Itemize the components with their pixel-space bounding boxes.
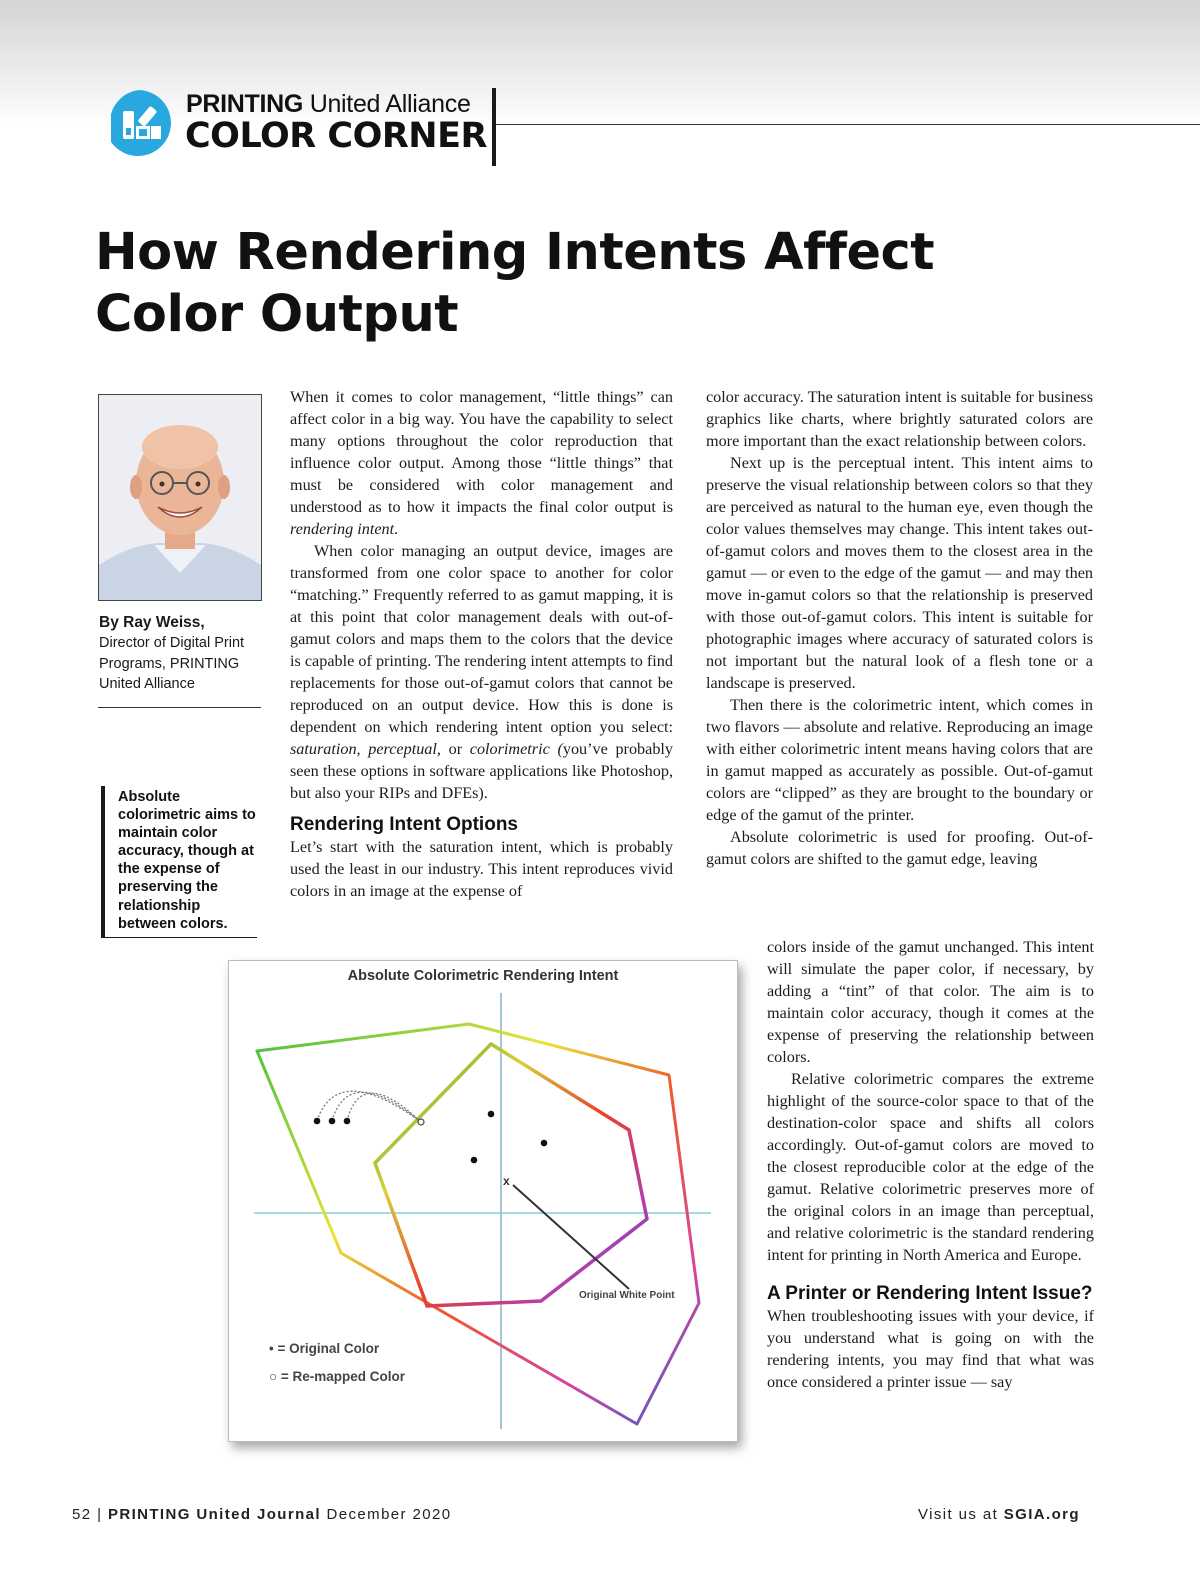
header-divider-bar <box>492 88 496 166</box>
sidebar-rule <box>98 707 261 708</box>
author-role: Director of Digital Print Programs, PRINTING United Alliance <box>99 635 245 693</box>
original-color-point <box>329 1118 336 1125</box>
footer-publication: 52 | PRINTING United Journal December 2020 <box>72 1506 452 1523</box>
logo-wordmark-top: PRINTING United Alliance <box>186 90 471 118</box>
white-point-leader-line <box>513 1185 629 1289</box>
article-title-line-1: How Rendering Intents Affect <box>95 223 935 282</box>
body-paragraph: color accuracy. The saturation intent is suitable for business graphics like charts, where brightly saturated colors are more important than the exact relationship between colors. <box>706 388 1093 450</box>
pull-quote: Absolute colorimetric aims to maintain color accuracy, though at the expense of preserving the relationship between colors. <box>101 786 257 938</box>
website-link[interactable]: SGIA.org <box>1003 1506 1080 1523</box>
remap-arc <box>332 1092 421 1122</box>
body-column-2 <box>706 386 1093 870</box>
body-paragraph: Next up is the perceptual intent. This intent aims to preserve the visual relationship between colors so that they are perceived as natural to the human eye, even though the color values themselves may change. This intent takes out-of-gamut colors and moves them to the closest area in the gamut — or even to the edge of the gamut — and may then move in-gamut colors so that the relationship is preserved with those out-of-gamut colors. This intent is suitable for photographic images where accuracy of saturated colors is not important but the natural look of a flesh tone or a landscape is preserved. <box>706 454 1093 692</box>
body-column-2-continued <box>767 936 1094 1393</box>
body-paragraph: When color managing an output device, images are transformed from one color space to another for color “matching.” Frequently referred to as gamut mapping, it is at this point that color management deals with out-of-gamut colors and maps them to the colors that the device is capable of printing. The rendering intent attempts to find replacements for those out-of-gamut colors that cannot be reproduced on an output device. How this is done is dependent on which rendering intent option you select: saturation, perceptual, or colorimetric (you’ve probably seen these options in software applications like Photoshop, but also your RIPs and DFEs). <box>290 542 673 802</box>
white-point-label: Original White Point <box>579 1290 675 1301</box>
inner-gamut-boundary <box>375 1044 647 1306</box>
legend-remapped-color: ○ = Re-mapped Color <box>269 1369 406 1384</box>
remap-arc <box>347 1093 421 1122</box>
gamut-diagram-figure <box>228 960 738 1442</box>
body-paragraph: When it comes to color management, “little things” can affect color in a big way. You have the capability to select many options throughout the color reproduction that influence color output. Among those “little things” that must be considered with color management and understood as to how it impacts the final color output is rendering intent. <box>290 388 673 538</box>
gamut-diagram <box>229 961 737 1441</box>
section-heading: A Printer or Rendering Intent Issue? <box>767 1283 1093 1304</box>
issue-date: December 2020 <box>320 1506 452 1523</box>
original-color-point <box>314 1118 321 1125</box>
author-name: By Ray Weiss, <box>99 614 205 631</box>
journal-name: PRINTING United Journal <box>107 1506 321 1523</box>
article-title <box>95 222 995 346</box>
body-paragraph: Absolute colorimetric is used for proofing. Out-of-gamut colors are shifted to the gamut edge, leaving <box>706 828 1093 868</box>
color-corner-logo-icon <box>103 84 175 166</box>
author-photo <box>98 394 262 601</box>
header-divider-line <box>494 124 1200 125</box>
legend-original-color: • = Original Color <box>269 1341 380 1356</box>
section-heading: Rendering Intent Options <box>290 814 518 835</box>
original-color-point <box>541 1140 548 1147</box>
logo-wordmark-bottom: COLOR CORNER <box>185 116 487 156</box>
remap-arc <box>317 1091 421 1122</box>
article-title-line-2: Color Output <box>95 285 459 344</box>
original-color-point <box>488 1111 495 1118</box>
white-point-marker: x <box>503 1174 510 1188</box>
figure-title: Absolute Colorimetric Rendering Intent <box>347 968 619 984</box>
body-paragraph: Then there is the colorimetric intent, which comes in two flavors — absolute and relative. Reproducing an image with either colorimetric intent means having colors that are in gamut mapped as accurately as possible. Out-of-gamut colors are “clipped” as they are brought to the boundary or edge of the gamut of the printer. <box>706 696 1093 824</box>
body-column-1 <box>290 386 673 902</box>
body-paragraph: When troubleshooting issues with your device, if you understand what is going on with the rendering intents, you may find that what was once considered a printer issue — say <box>767 1307 1094 1391</box>
body-paragraph: Relative colorimetric compares the extreme highlight of the source-color space to that of the destination-color space and shifts all colors accordingly. Out-of-gamut colors are moved to the closest reproducible color at the edge of the gamut. Relative colorimetric preserves more of the original colors in an image than perceptual, and relative colorimetric is the standard rendering intent for printing in North America and Europe. <box>767 1070 1094 1264</box>
original-color-point <box>471 1157 478 1164</box>
footer-website: Visit us at SGIA.org <box>918 1506 1080 1523</box>
page-number: 52 <box>72 1506 92 1523</box>
outer-gamut-boundary <box>257 1024 699 1424</box>
body-paragraph: Let’s start with the saturation intent, which is probably used the least in our industry. This intent reproduces vivid colors in an image at the expense of <box>290 838 673 900</box>
body-paragraph: colors inside of the gamut unchanged. This intent will simulate the paper color, if necessary, by adding a “tint” of that color. The aim is to maintain color accuracy, though it comes at the expense of preserving the relationship between colors. <box>767 938 1094 1066</box>
remapped-color-point <box>418 1119 424 1125</box>
header-background <box>0 0 1200 125</box>
author-byline <box>99 613 264 695</box>
original-color-point <box>344 1118 351 1125</box>
